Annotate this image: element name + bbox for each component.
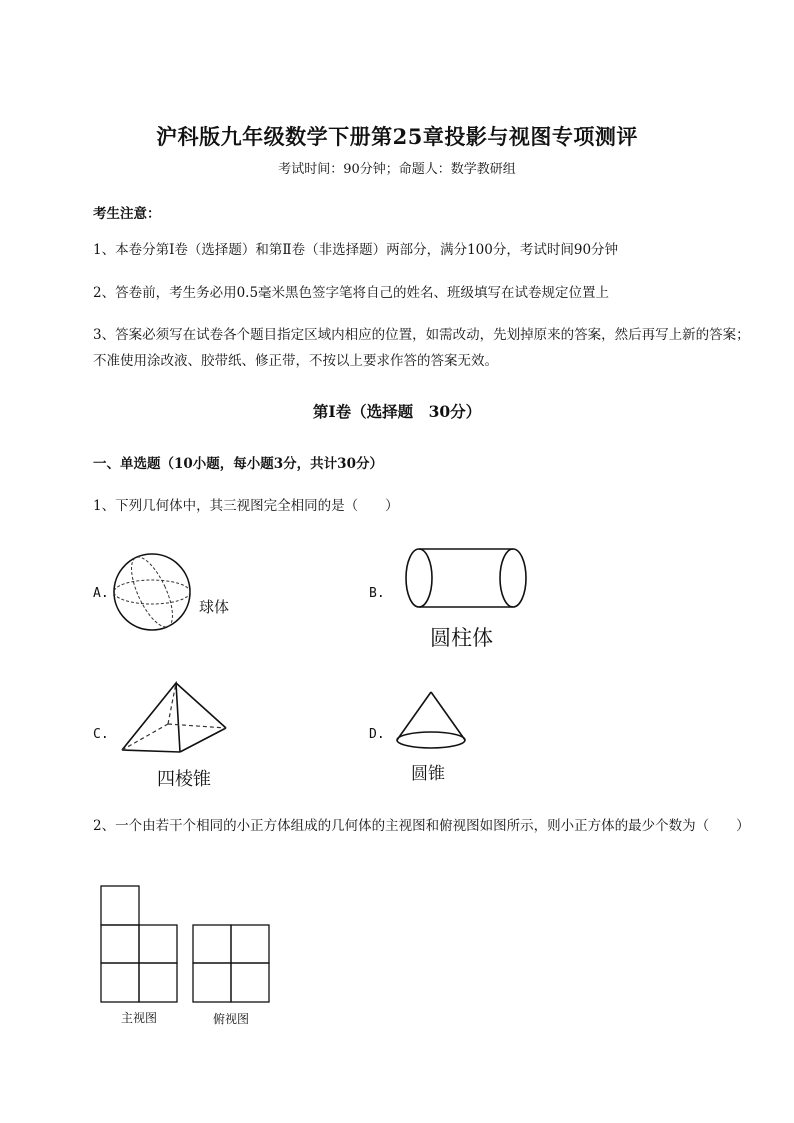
option-b-label: B. [369, 586, 385, 601]
cone-figure [395, 690, 467, 752]
option-a-shape-label: 球体 [199, 598, 230, 616]
option-d-label: D. [369, 727, 385, 742]
front-view-label: 主视图 [121, 1011, 158, 1025]
cylinder-figure [404, 547, 530, 611]
notice-heading: 考生注意： [93, 206, 161, 222]
option-c-shape-label: 四棱锥 [157, 769, 211, 790]
pyramid-figure [118, 680, 230, 756]
section-title: 第I卷（选择题 30分） [312, 402, 482, 421]
top-view-label: 俯视图 [213, 1012, 250, 1026]
sphere-figure [112, 552, 212, 634]
question-2-stem: 2、一个由若干个相同的小正方体组成的几何体的主视图和俯视图如图所示，则小正方体的最少个数为（ ） [93, 818, 750, 834]
page-title: 沪科版九年级数学下册第25章投影与视图专项测评 [156, 124, 638, 149]
notice-item-1: 1、本卷分第I卷（选择题）和第Ⅱ卷（非选择题）两部分，满分100分，考试时间90分钟 [93, 242, 619, 258]
option-a-label: A. [93, 586, 109, 601]
option-d-shape-label: 圆锥 [411, 764, 445, 784]
notice-item-3: 3、答案必须写在试卷各个题目指定区域内相应的位置，如需改动，先划掉原来的答案，然后再写上新的答案；不准使用涂改液、胶带纸、修正带，不按以上要求作答的答案无效。 [93, 327, 750, 369]
notice-item-2: 2、答卷前，考生务必用0.5毫米黑色签字笔将自己的姓名、班级填写在试卷规定位置上 [93, 285, 610, 301]
question-1-stem: 1、下列几何体中，其三视图完全相同的是（ ） [93, 498, 399, 514]
top-view-figure [192, 924, 272, 1004]
part-heading: 一、单选题（10小题，每小题3分，共计30分） [93, 456, 383, 472]
option-b-shape-label: 圆柱体 [430, 626, 493, 650]
exam-info: 考试时间：90分钟；命题人：数学教研组 [278, 162, 516, 177]
front-view-figure [100, 885, 180, 1005]
option-c-label: C. [93, 727, 109, 742]
